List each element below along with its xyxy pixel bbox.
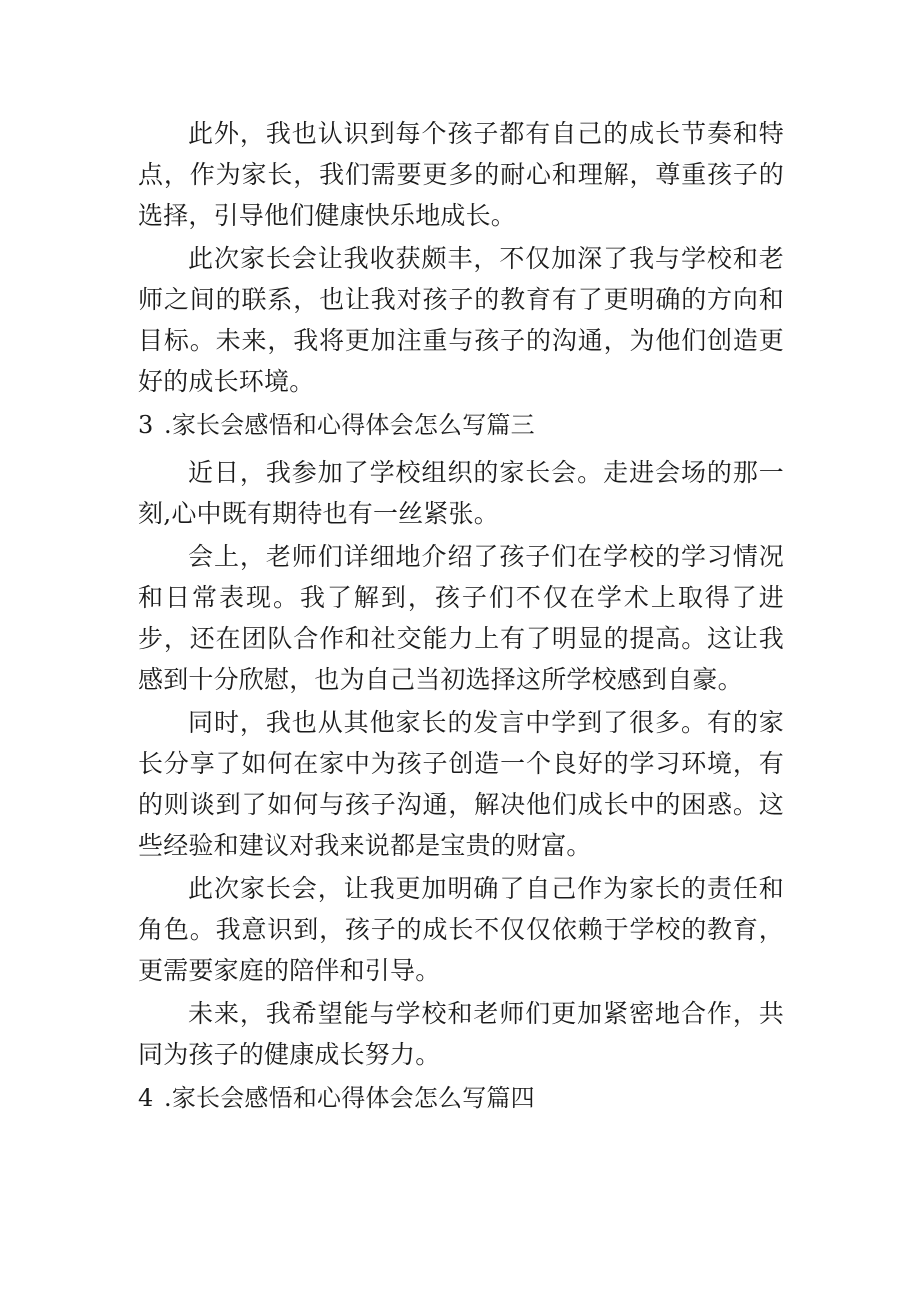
section-title: .家长会感悟和心得体会怎么写篇三 (164, 411, 535, 439)
paragraph: 近日，我参加了学校组织的家长会。走进会场的那一刻,心中既有期待也有一丝紧张。 (138, 458, 784, 528)
paragraph: 同时，我也从其他家长的发言中学到了很多。有的家长分享了如何在家中为孩子创造一个良好的学习环境，有的则谈到了如何与孩子沟通，解决他们成长中的困惑。这些经验和建议对我来说都是宝贵的财富。 (138, 708, 784, 860)
paragraph: 此次家长会让我收获颇丰，不仅加深了我与学校和老师之间的联系，也让我对孩子的教育有了更明确的方向和目标。未来，我将更加注重与孩子的沟通，为他们创造更好的成长环境。 (138, 244, 784, 396)
section-number: 4 (138, 1084, 154, 1112)
document-page (138, 113, 784, 1125)
paragraph: 会上，老师们详细地介绍了孩子们在学校的学习情况和日常表现。我了解到，孩子们不仅在学术上取得了进步，还在团队合作和社交能力上有了明显的提高。这让我感到十分欣慰，也为自己当初选择这所学校感到自豪。 (138, 542, 784, 694)
paragraph: 此次家长会，让我更加明确了自己作为家长的责任和角色。我意识到，孩子的成长不仅仅依赖于学校的教育，更需要家庭的陪伴和引导。 (138, 874, 784, 985)
paragraph: 此外，我也认识到每个孩子都有自己的成长节奏和特点，作为家长，我们需要更多的耐心和理解，尊重孩子的选择，引导他们健康快乐地成长。 (138, 119, 784, 230)
section-heading-3 (138, 405, 784, 446)
paragraph: 未来，我希望能与学校和老师们更加紧密地合作，共同为孩子的健康成长努力。 (138, 999, 784, 1069)
section-title: .家长会感悟和心得体会怎么写篇四 (164, 1084, 535, 1112)
section-number: 3 (138, 411, 154, 439)
section-heading-4 (138, 1078, 784, 1119)
